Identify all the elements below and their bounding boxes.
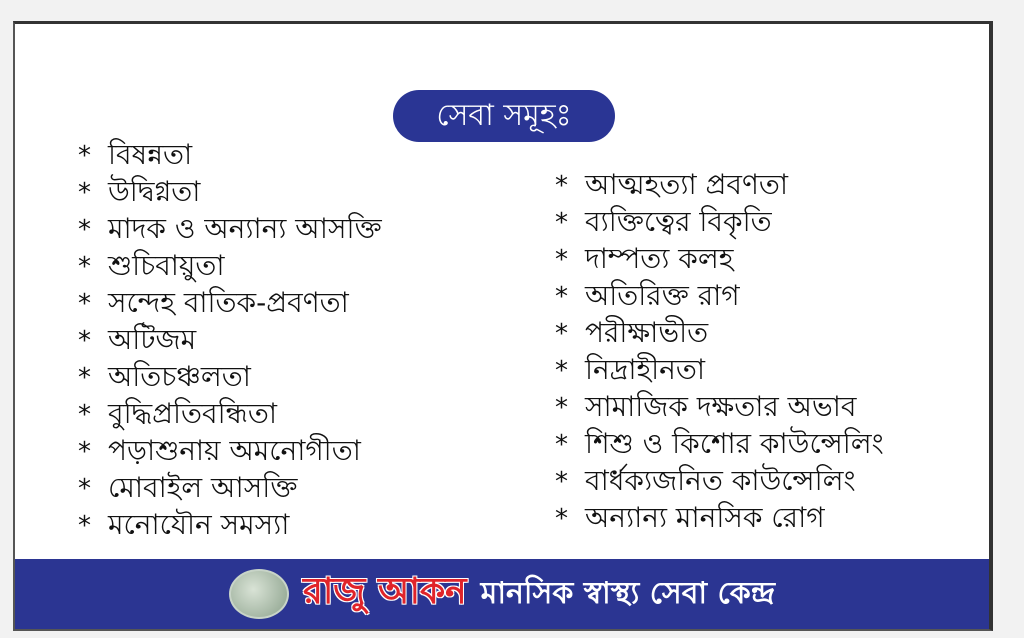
service-item — [555, 499, 884, 536]
bullet-star: * — [555, 467, 568, 497]
bullet-star: * — [78, 215, 91, 245]
service-label: মনোযৌন সমস্যা — [108, 508, 290, 541]
service-label: পড়াশুনায় অমনোগীতা — [108, 434, 361, 467]
bullet-star: * — [555, 504, 568, 534]
service-item — [555, 462, 884, 499]
flyer-card — [13, 21, 993, 631]
service-item — [555, 388, 884, 425]
service-item — [555, 314, 884, 351]
service-label: নিদ্রাহীনতা — [585, 353, 706, 386]
brand-name: রাজু আকন — [303, 571, 467, 612]
service-item — [78, 469, 382, 506]
service-label: দাম্পত্য কলহ — [585, 242, 734, 275]
service-item — [78, 284, 382, 321]
brand-tagline: মানসিক স্বাস্থ্য সেবা কেন্দ্র — [480, 575, 775, 611]
bullet-star: * — [555, 319, 568, 349]
service-item — [78, 432, 382, 469]
service-item — [78, 506, 382, 543]
services-title-badge — [393, 90, 615, 142]
bullet-star: * — [555, 430, 568, 460]
bullet-star: * — [78, 511, 91, 541]
bullet-star: * — [78, 178, 91, 208]
services-list-left — [78, 136, 382, 543]
bullet-star: * — [78, 289, 91, 319]
bullet-star: * — [555, 282, 568, 312]
service-item — [555, 351, 884, 388]
service-item — [555, 277, 884, 314]
bullet-star: * — [78, 141, 91, 171]
service-label: অটিজম — [108, 323, 197, 356]
services-list-right — [555, 166, 884, 536]
service-item — [78, 321, 382, 358]
service-label: শুচিবায়ুতা — [108, 249, 225, 282]
services-title: সেবা সমূহঃ — [436, 97, 572, 133]
service-item — [555, 425, 884, 462]
bullet-star: * — [78, 437, 91, 467]
brain-logo-icon — [229, 569, 289, 619]
bullet-star: * — [78, 363, 91, 393]
service-label: অতিরিক্ত রাগ — [585, 279, 740, 312]
service-item — [78, 173, 382, 210]
service-label: বিষন্নতা — [108, 138, 193, 171]
service-label: সন্দেহ বাতিক-প্রবণতা — [108, 286, 349, 319]
service-label: শিশু ও কিশোর কাউন্সেলিং — [585, 427, 884, 460]
service-label: উদ্বিগ্নতা — [108, 175, 201, 208]
service-item — [78, 210, 382, 247]
service-label: মোবাইল আসক্তি — [108, 471, 298, 504]
service-label: বুদ্ধিপ্রতিবন্ধিতা — [108, 397, 277, 430]
bullet-star: * — [555, 171, 568, 201]
service-item — [78, 358, 382, 395]
bullet-star: * — [78, 400, 91, 430]
service-label: অতিচঞ্চলতা — [108, 360, 251, 393]
service-item — [78, 136, 382, 173]
bullet-star: * — [555, 208, 568, 238]
bullet-star: * — [555, 356, 568, 386]
service-label: আত্মহত্যা প্রবণতা — [585, 168, 789, 201]
service-label: সামাজিক দক্ষতার অভাব — [585, 390, 857, 423]
service-label: পরীক্ষাভীত — [585, 316, 709, 349]
service-label: বার্ধক্যজনিত কাউন্সেলিং — [585, 464, 856, 497]
bullet-star: * — [78, 252, 91, 282]
service-label: অন্যান্য মানসিক রোগ — [585, 501, 825, 534]
bullet-star: * — [555, 393, 568, 423]
service-item — [78, 247, 382, 284]
service-item — [555, 240, 884, 277]
service-item — [78, 395, 382, 432]
service-label: মাদক ও অন্যান্য আসক্তি — [108, 212, 382, 245]
service-item — [555, 203, 884, 240]
service-item — [555, 166, 884, 203]
bullet-star: * — [78, 474, 91, 504]
footer-banner — [15, 559, 989, 629]
bullet-star: * — [555, 245, 568, 275]
service-label: ব্যক্তিত্বের বিকৃতি — [585, 205, 772, 238]
bullet-star: * — [78, 326, 91, 356]
